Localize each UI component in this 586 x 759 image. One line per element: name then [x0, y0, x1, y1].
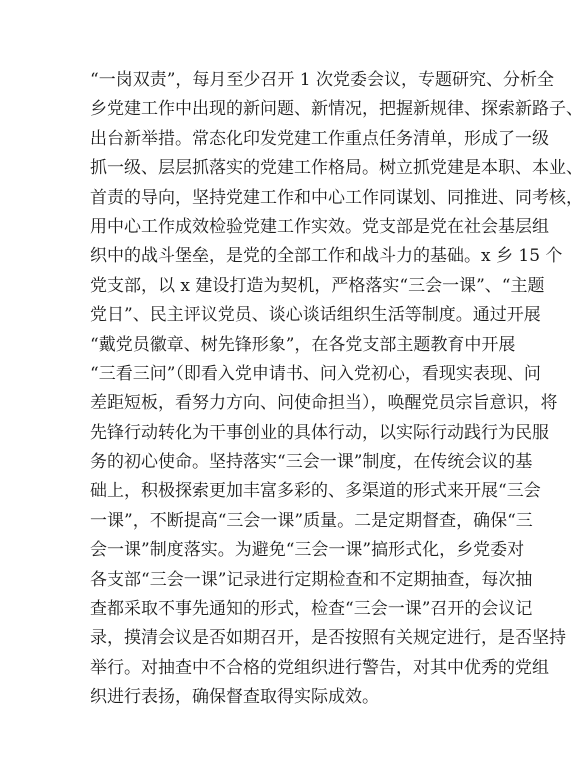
text-line: 织进行表扬，确保督查取得实际成效。 [90, 687, 379, 708]
text-line: “三看三问”（即看入党申请书、问入党初心，看现实表现、问 [90, 363, 541, 384]
text-line: 抓一级、层层抓落实的党建工作格局。树立抓党建是本职、本业、 [90, 158, 583, 179]
text-line: 先锋行动转化为干事创业的具体行动，以实际行动践行为民服 [90, 422, 549, 443]
text-line: 出台新举措。常态化印发党建工作重点任务清单，形成了一级 [90, 128, 549, 149]
text-line: 务的初心使命。坚持落实“三会一课”制度，在传统会议的基 [90, 452, 533, 473]
text-line: 会一课”制度落实。为避免“三会一课”搞形式化，乡党委对 [90, 540, 525, 561]
text-line: 录，摸清会议是否如期召开，是否按照有关规定进行，是否坚持 [90, 628, 566, 649]
text-line: 举行。对抽查中不合格的党组织进行警告，对其中优秀的党组 [90, 657, 549, 678]
text-line: “戴党员徽章、树先锋形象”，在各党支部主题教育中开展 [90, 334, 516, 355]
text-line: 织中的战斗堡垒，是党的全部工作和战斗力的基础。x 乡 15 个 [90, 246, 563, 267]
text-line: 党支部，以 x 建设打造为契机，严格落实“三会一课”、“主题 [90, 275, 545, 296]
text-line: 一课”，不断提高“三会一课”质量。二是定期督查，确保“三 [90, 510, 533, 531]
text-line: 用中心工作成效检验党建工作实效。党支部是党在社会基层组 [90, 216, 549, 237]
body-paragraph [90, 66, 583, 713]
text-line: 础上，积极探索更加丰富多彩的、多渠道的形式来开展“三会 [90, 481, 541, 502]
text-line: 查都采取不事先通知的形式，检查“三会一课”召开的会议记 [90, 599, 533, 620]
text-line: 各支部“三会一课”记录进行定期检查和不定期抽查，每次抽 [90, 569, 533, 590]
text-line: “一岗双责”，每月至少召开 1 次党委会议，专题研究、分析全 [90, 70, 555, 90]
text-line: 首责的导向，坚持党建工作和中心工作同谋划、同推进、同考核， [90, 187, 583, 208]
text-line: 差距短板，看努力方向、问使命担当），唤醒党员宗旨意识，将 [90, 393, 558, 414]
text-line: 乡党建工作中出现的新问题、新情况，把握新规律、探索新路子、 [90, 99, 583, 120]
text-line: 党日”、民主评议党员、谈心谈话组织生活等制度。通过开展 [90, 305, 541, 326]
